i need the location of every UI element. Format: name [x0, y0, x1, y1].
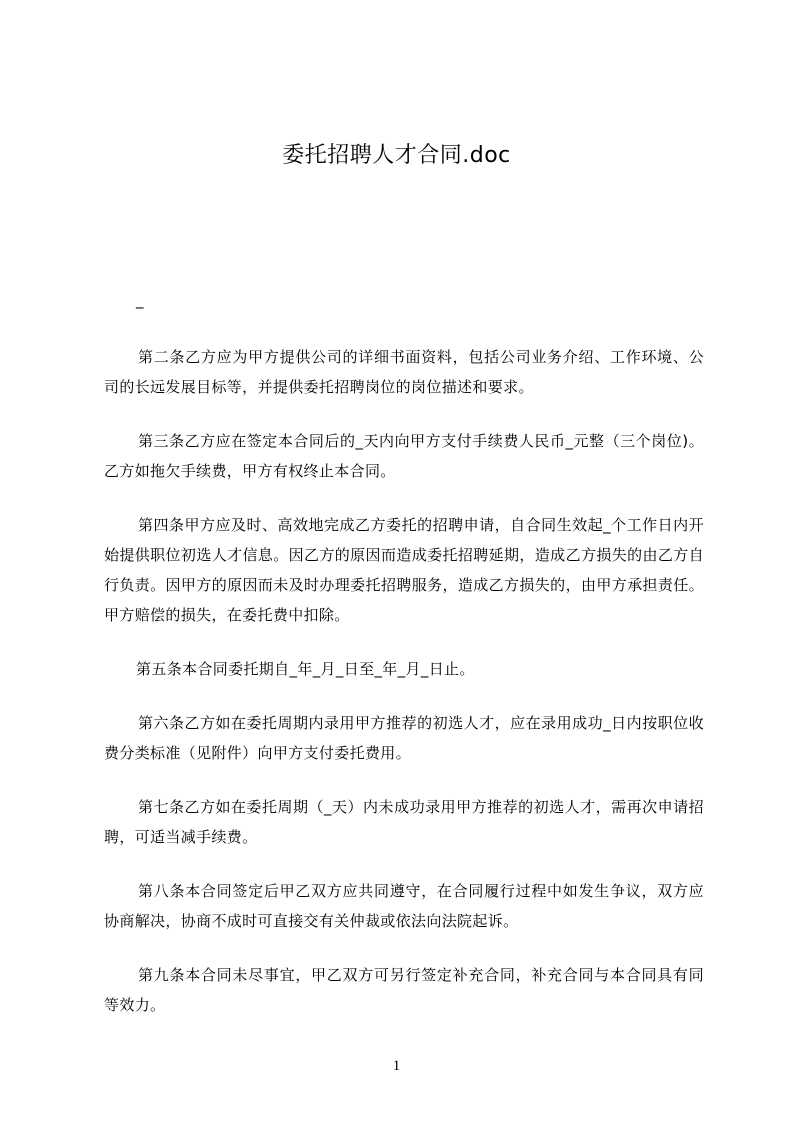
clause-8: 第八条本合同签定后甲乙双方应共同遵守，在合同履行过程中如发生争议，双方应协商解决，协商不成时可直接交有关仲裁或依法向法院起诉。 — [104, 882, 704, 930]
clause-7: 第七条乙方如在委托周期（_天）内未成功录用甲方推荐的初选人才，需再次申请招聘，可适当减手续费。 — [104, 798, 704, 846]
contract-body — [104, 342, 704, 1044]
clause-5: 第五条本合同委托期自_年_月_日至_年_月_日止。 — [136, 660, 475, 678]
clause-2: 第二条乙方应为甲方提供公司的详细书面资料，包括公司业务介绍、工作环境、公司的长远发展目标等，并提供委托招聘岗位的岗位描述和要求。 — [104, 348, 704, 396]
page-number: 1 — [392, 1058, 401, 1074]
document-title: 委托招聘人才合同.doc — [282, 143, 511, 168]
clause-3: 第三条乙方应在签定本合同后的_天内向甲方支付手续费人民币_元整（三个岗位)。乙方如拖欠手续费，甲方有权终止本合同。 — [104, 432, 704, 480]
clause-9: 第九条本合同未尽事宜，甲乙双方可另行签定补充合同，补充合同与本合同具有同等效力。 — [104, 966, 704, 1014]
clause-6: 第六条乙方如在委托周期内录用甲方推荐的初选人才，应在录用成功_日内按职位收费分类标准（见附件）向甲方支付委托费用。 — [104, 714, 704, 762]
clause-4: 第四条甲方应及时、高效地完成乙方委托的招聘申请，自合同生效起_个工作日内开始提供职位初选人才信息。因乙方的原因而造成委托招聘延期，造成乙方损失的由乙方自行负责。因甲方的原因而未及时办理委托招聘服务，造成乙方损失的，由甲方承担责任。甲方赔偿的损失，在委托费中扣除。 — [104, 516, 704, 624]
blank-mark: _ — [136, 291, 144, 309]
